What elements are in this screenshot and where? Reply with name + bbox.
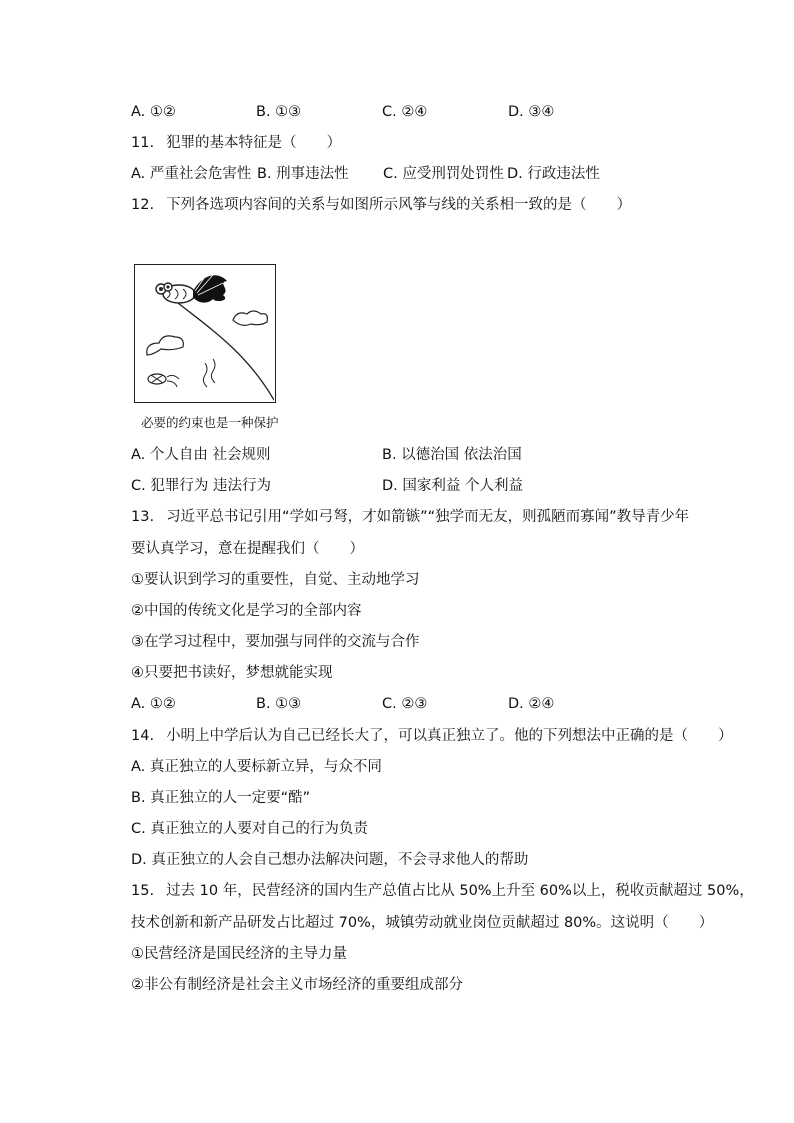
- q15-stem-line1: [131, 881, 754, 901]
- q12-number: 12.: [131, 197, 155, 213]
- q14-option-c: C. 真正独立的人要对自己的行为负责: [131, 821, 368, 837]
- q10-option-b: B. ①③: [256, 104, 302, 120]
- figure-caption: 必要的约束也是一种保护: [141, 415, 279, 430]
- q14-stem-text: 小明上中学后认为自己已经长大了，可以真正独立了。他的下列想法中正确的是（: [166, 728, 689, 744]
- q13-number: 13.: [131, 509, 155, 525]
- q13-stem-end: ）: [349, 541, 364, 557]
- q13-statement-4: ④只要把书读好，梦想就能实现: [131, 665, 333, 681]
- q13-stem-line2: [131, 539, 364, 559]
- q13-statement-2: ②中国的传统文化是学习的全部内容: [131, 603, 362, 619]
- q13-option-d: D. ②④: [508, 696, 555, 712]
- q11-option-c: C. 应受刑罚处罚性: [383, 166, 504, 182]
- kite-drawing: [135, 265, 274, 401]
- q15-stem-line2: [131, 913, 713, 933]
- q12-option-c: C. 犯罪行为 违法行为: [131, 478, 271, 494]
- q12-option-d: D. 国家利益 个人利益: [382, 478, 523, 494]
- q11-stem-text: 犯罪的基本特征是（: [166, 135, 297, 151]
- q14-stem: [131, 726, 733, 746]
- q13-statement-3: ③在学习过程中，要加强与同伴的交流与合作: [131, 634, 420, 650]
- q15-statement-2: ②非公有制经济是社会主义市场经济的重要组成部分: [131, 977, 463, 993]
- q14-option-d: D. 真正独立的人会自己想办法解决问题，不会寻求他人的帮助: [131, 852, 529, 868]
- q15-stem-end: ）: [698, 915, 714, 931]
- q13-option-b: B. ①③: [256, 696, 302, 712]
- q10-option-d: D. ③④: [508, 104, 555, 120]
- q15-stem-text2: 技术创新和新产品研发占比超过 70%，城镇劳动就业岗位贡献超过 80%。这说明（: [131, 915, 669, 931]
- q14-option-a: A. 真正独立的人要标新立异，与众不同: [131, 759, 382, 775]
- q14-stem-end: ）: [718, 728, 733, 744]
- q14-number: 14.: [131, 728, 155, 744]
- q13-stem-line1: [131, 507, 689, 527]
- q15-statement-1: ①民营经济是国民经济的主导力量: [131, 946, 347, 962]
- q11-option-a: A. 严重社会危害性: [131, 166, 252, 182]
- q15-stem-text1: 过去 10 年，民营经济的国内生产总值占比从 50%上升至 60%以上，税收贡献超过 50%，: [166, 883, 754, 899]
- q14-option-b: B. 真正独立的人一定要“酷”: [131, 790, 311, 806]
- q12-option-b: B. 以德治国 依法治国: [382, 447, 522, 463]
- q12-stem-text: 下列各选项内容间的关系与如图所示风筝与线的关系相一致的是（: [166, 197, 587, 213]
- kite-illustration: [134, 264, 276, 403]
- q13-stem-text2: 要认真学习，意在提醒我们（: [131, 541, 320, 557]
- q13-stem-text1: 习近平总书记引用“学如弓弩，才如箭镞”“独学而无友，则孤陋而寡闻”教导青少年: [166, 509, 690, 525]
- q11-stem-end: ）: [326, 135, 342, 151]
- q11-option-d: D. 行政违法性: [507, 166, 600, 182]
- q10-option-a: A. ①②: [131, 104, 176, 120]
- q13-option-a: A. ①②: [131, 696, 176, 712]
- q11-option-b: B. 刑事违法性: [257, 166, 349, 182]
- q12-stem: [131, 195, 631, 215]
- q11-number: 11.: [131, 135, 155, 151]
- q15-number: 15.: [131, 883, 155, 899]
- q12-option-a: A. 个人自由 社会规则: [131, 447, 271, 463]
- q11-stem: [131, 133, 341, 153]
- q10-option-c: C. ②④: [382, 104, 428, 120]
- q13-statement-1: ①要认识到学习的重要性，自觉、主动地学习: [131, 572, 420, 588]
- q12-stem-end: ）: [616, 197, 632, 213]
- q13-option-c: C. ②③: [382, 696, 428, 712]
